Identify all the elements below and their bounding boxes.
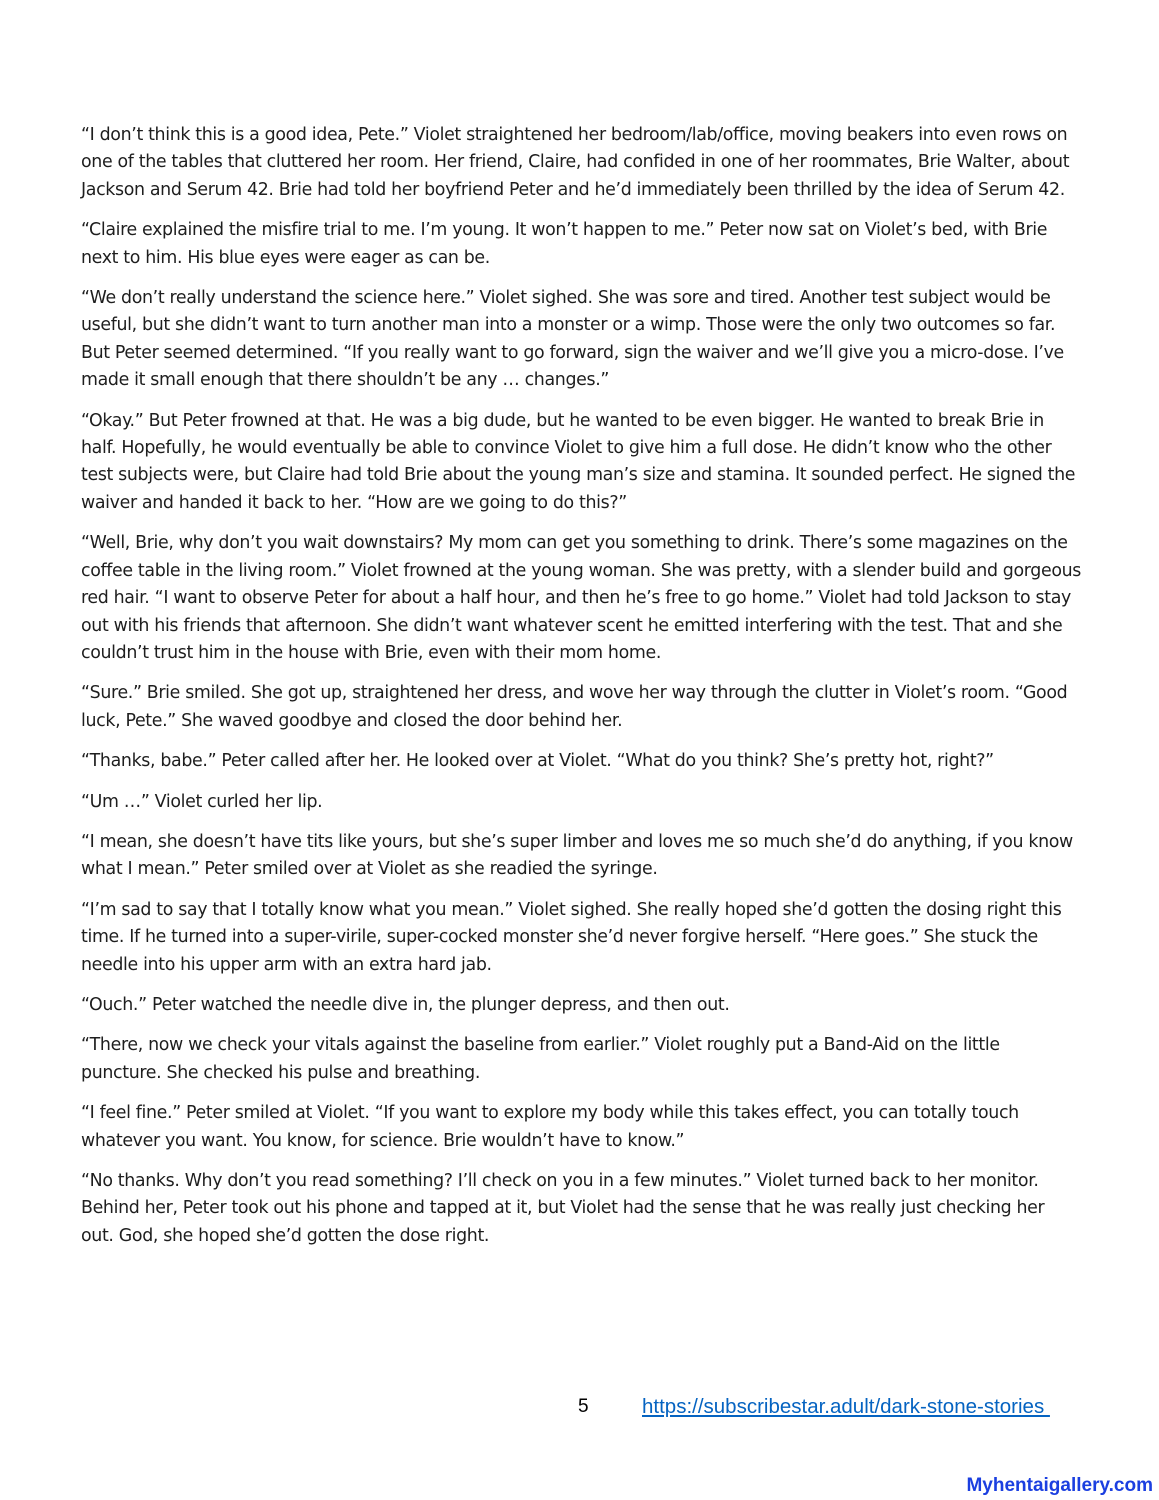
page-number: 5 <box>578 1396 589 1417</box>
paragraph: “Sure.” Brie smiled. She got up, straightened her dress, and wove her way through the clutter in Violet’s room. “Good luck, Pete.” She waved goodbye and closed the door behind her. <box>81 683 1068 731</box>
paragraph: “Ouch.” Peter watched the needle dive in, the plunger depress, and then out. <box>81 994 730 1015</box>
paragraph: “Okay.” But Peter frowned at that. He was a big dude, but he wanted to be even bigger. He wanted to break Brie in half. Hopefully, he would eventually be able to convince Violet to give him a full dose. He didn’t know who the other test subjects were, but Claire had told Brie about the young man’s size and stamina. It sounded perfect. He signed the waiver and handed it back to her. “How are we going to do this?” <box>81 410 1076 513</box>
page-footer <box>0 1394 1159 1424</box>
paragraph: “Well, Brie, why don’t you wait downstairs? My mom can get you something to drink. There’s some magazines on the coffee table in the living room.” Violet frowned at the young woman. She was pretty, with a slender build and gorgeous red hair. “I want to observe Peter for about a half hour, and then he’s free to go home.” Violet had told Jackson to stay out with his friends that afternoon. She didn’t want whatever scent he emitted interfering with the test. That and she couldn’t trust him in the house with Brie, even with their mom home. <box>81 533 1081 663</box>
document-body <box>81 122 1081 1263</box>
paragraph: “No thanks. Why don’t you read something? I’ll check on you in a few minutes.” Violet turned back to her monitor. Behind her, Peter took out his phone and tapped at it, but Violet had the sense that he was really just checking her out. God, she hoped she’d gotten the dose right. <box>81 1171 1045 1246</box>
paragraph: “We don’t really understand the science here.” Violet sighed. She was sore and tired. Another test subject would be useful, but she didn’t want to turn another man into a monster or a wimp. Those were the only two outcomes so far. But Peter seemed determined. “If you really want to go forward, sign the waiver and we’ll give you a micro-dose. I’ve made it small enough that there shouldn’t be any … changes.” <box>81 288 1064 391</box>
site-watermark: Myhentaigallery.com <box>966 1475 1153 1496</box>
paragraph: “There, now we check your vitals against the baseline from earlier.” Violet roughly put a Band-Aid on the little puncture. She checked his pulse and breathing. <box>81 1035 1000 1083</box>
paragraph: “I feel fine.” Peter smiled at Violet. “If you want to explore my body while this takes effect, you can totally touch whatever you want. You know, for science. Brie wouldn’t have to know.” <box>81 1103 1019 1151</box>
paragraph: “I mean, she doesn’t have tits like yours, but she’s super limber and loves me so much she’d do anything, if you know what I mean.” Peter smiled over at Violet as she readied the syringe. <box>81 831 1073 880</box>
paragraph: “Thanks, babe.” Peter called after her. He looked over at Violet. “What do you think? She’s pretty hot, right?” <box>81 751 994 772</box>
subscribestar-link[interactable]: https://subscribestar.adult/dark-stone-stories <box>642 1395 1050 1418</box>
paragraph: “I’m sad to say that I totally know what you mean.” Violet sighed. She really hoped she’d gotten the dosing right this time. If he turned into a super-virile, super-cocked monster she’d never forgive herself. “Here goes.” She stuck the needle into his upper arm with an extra hard jab. <box>81 899 1062 975</box>
paragraph: “I don’t think this is a good idea, Pete.” Violet straightened her bedroom/lab/office, moving beakers into even rows on one of the tables that cluttered her room. Her friend, Claire, had confided in one of her roommates, Brie Walter, about Jackson and Serum 42. Brie had told her boyfriend Peter and he’d immediately been thrilled by the idea of Serum 42. <box>81 125 1070 200</box>
paragraph: “Um …” Violet curled her lip. <box>81 791 323 812</box>
paragraph: “Claire explained the misfire trial to me. I’m young. It won’t happen to me.” Peter now sat on Violet’s bed, with Brie next to him. His blue eyes were eager as can be. <box>81 220 1048 268</box>
